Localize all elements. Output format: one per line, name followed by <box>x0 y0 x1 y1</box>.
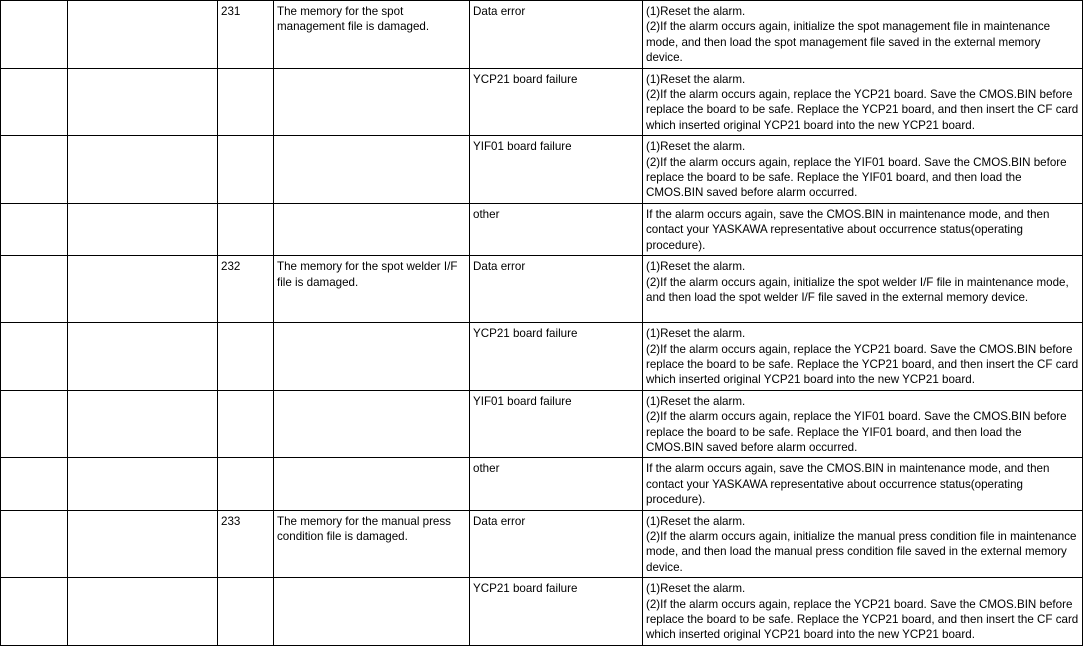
blank-cell <box>1 323 68 391</box>
alarm-code-cell <box>218 390 274 458</box>
alarm-code-cell <box>218 578 274 646</box>
remedy-cell <box>643 203 1083 255</box>
remedy-cell <box>643 136 1083 204</box>
table-row <box>1 458 1083 510</box>
table-row <box>1 136 1083 204</box>
remedy-line: If the alarm occurs again, save the CMOS.BIN in maintenance mode, and then contact your YASKAWA representative about occurrence status(operating procedure). <box>646 207 1050 252</box>
alarm-code-cell: 233 <box>218 510 274 578</box>
alarm-message-cell: The memory for the spot management file is damaged. <box>274 1 470 69</box>
alarm-code-cell <box>218 203 274 255</box>
alarm-message-cell <box>274 578 470 646</box>
blank-cell <box>1 390 68 458</box>
blank-cell <box>1 256 68 323</box>
remedy-cell <box>643 1 1083 69</box>
cause-cell: Data error <box>470 510 643 578</box>
remedy-line: (2)If the alarm occurs again, replace the YCP21 board. Save the CMOS.BIN before replace the board to be safe. Replace the YCP21 board, and then insert the CF card which inserted original YCP21 board into the new YCP21 board. <box>646 88 1079 132</box>
remedy-line: (1)Reset the alarm. <box>646 72 746 86</box>
cause-cell: other <box>470 458 643 510</box>
cause-cell: YIF01 board failure <box>470 136 643 204</box>
remedy-line: (2)If the alarm occurs again, replace the YCP21 board. Save the CMOS.BIN before replace the board to be safe. Replace the YCP21 board, and then insert the CF card which inserted original YCP21 board into the new YCP21 board. <box>646 342 1079 387</box>
table-row <box>1 390 1083 458</box>
remedy-line: (2)If the alarm occurs again, replace the YCP21 board. Save the CMOS.BIN before replace the board to be safe. Replace the YCP21 board, and then insert the CF card which inserted original YCP21 board into the new YCP21 board. <box>646 597 1079 642</box>
alarm-message-cell: The memory for the spot welder I/F file is damaged. <box>274 256 470 323</box>
remedy-line: (1)Reset the alarm. <box>646 327 746 341</box>
remedy-cell <box>643 510 1083 578</box>
table-row <box>1 323 1083 391</box>
remedy-line: (1)Reset the alarm. <box>646 140 746 154</box>
alarm-code-cell <box>218 68 274 136</box>
remedy-cell <box>643 68 1083 136</box>
table-row <box>1 578 1083 646</box>
cause-cell: other <box>470 203 643 255</box>
table-row <box>1 256 1083 323</box>
blank-cell <box>1 1 68 69</box>
cause-cell: YCP21 board failure <box>470 68 643 136</box>
blank-cell <box>1 510 68 578</box>
remedy-cell <box>643 256 1083 323</box>
blank-cell <box>1 458 68 510</box>
cause-cell: YCP21 board failure <box>470 578 643 646</box>
remedy-cell <box>643 390 1083 458</box>
blank-cell <box>68 578 218 646</box>
blank-cell <box>1 136 68 204</box>
cause-cell: Data error <box>470 1 643 69</box>
remedy-line: (2)If the alarm occurs again, replace the YIF01 board. Save the CMOS.BIN before replace the board to be safe. Replace the YIF01 board, and then load the CMOS.BIN saved before alarm occurred. <box>646 410 1067 454</box>
alarm-message-cell <box>274 323 470 391</box>
blank-cell <box>68 203 218 255</box>
remedy-line: (1)Reset the alarm. <box>646 394 746 408</box>
blank-cell <box>68 68 218 136</box>
remedy-cell <box>643 578 1083 646</box>
blank-cell <box>68 510 218 578</box>
alarm-code-cell: 231 <box>218 1 274 69</box>
blank-cell <box>68 390 218 458</box>
remedy-cell <box>643 323 1083 391</box>
alarm-table-body <box>1 1 1083 646</box>
remedy-line: (1)Reset the alarm. <box>646 514 746 528</box>
remedy-line: (2)If the alarm occurs again, initialize the spot management file in maintenance mode, and then load the spot management file saved in the external memory device. <box>646 20 1051 65</box>
table-row <box>1 510 1083 578</box>
remedy-line: If the alarm occurs again, save the CMOS.BIN in maintenance mode, and then contact your YASKAWA representative about occurrence status(operating procedure). <box>646 462 1050 507</box>
table-row <box>1 68 1083 136</box>
blank-cell <box>1 203 68 255</box>
blank-cell <box>68 458 218 510</box>
alarm-message-cell <box>274 136 470 204</box>
remedy-cell <box>643 458 1083 510</box>
blank-cell <box>68 323 218 391</box>
alarm-code-cell <box>218 136 274 204</box>
cause-cell: YCP21 board failure <box>470 323 643 391</box>
alarm-message-cell: The memory for the manual press condition file is damaged. <box>274 510 470 578</box>
blank-cell <box>1 578 68 646</box>
remedy-line: (2)If the alarm occurs again, replace the YIF01 board. Save the CMOS.BIN before replace the board to be safe. Replace the YIF01 board, and then load the CMOS.BIN saved before alarm occurred. <box>646 155 1067 200</box>
alarm-message-cell <box>274 203 470 255</box>
remedy-line: (1)Reset the alarm. <box>646 260 746 274</box>
alarm-message-cell <box>274 458 470 510</box>
alarm-code-cell <box>218 458 274 510</box>
blank-cell <box>68 1 218 69</box>
blank-cell <box>68 256 218 323</box>
alarm-code-cell <box>218 323 274 391</box>
remedy-line: (2)If the alarm occurs again, initialize the manual press condition file in maintenance mode, and then load the manual press condition file saved in the external memory device. <box>646 529 1077 574</box>
remedy-line: (1)Reset the alarm. <box>646 582 746 596</box>
cause-cell: YIF01 board failure <box>470 390 643 458</box>
cause-cell: Data error <box>470 256 643 323</box>
remedy-line: (2)If the alarm occurs again, initialize the spot welder I/F file in maintenance mode, and then load the spot welder I/F file saved in the external memory device. <box>646 275 1069 304</box>
blank-cell <box>68 136 218 204</box>
table-row <box>1 203 1083 255</box>
alarm-message-cell <box>274 68 470 136</box>
alarm-message-cell <box>274 390 470 458</box>
table-row <box>1 1 1083 69</box>
remedy-line: (1)Reset the alarm. <box>646 5 746 18</box>
alarm-code-cell: 232 <box>218 256 274 323</box>
blank-cell <box>1 68 68 136</box>
